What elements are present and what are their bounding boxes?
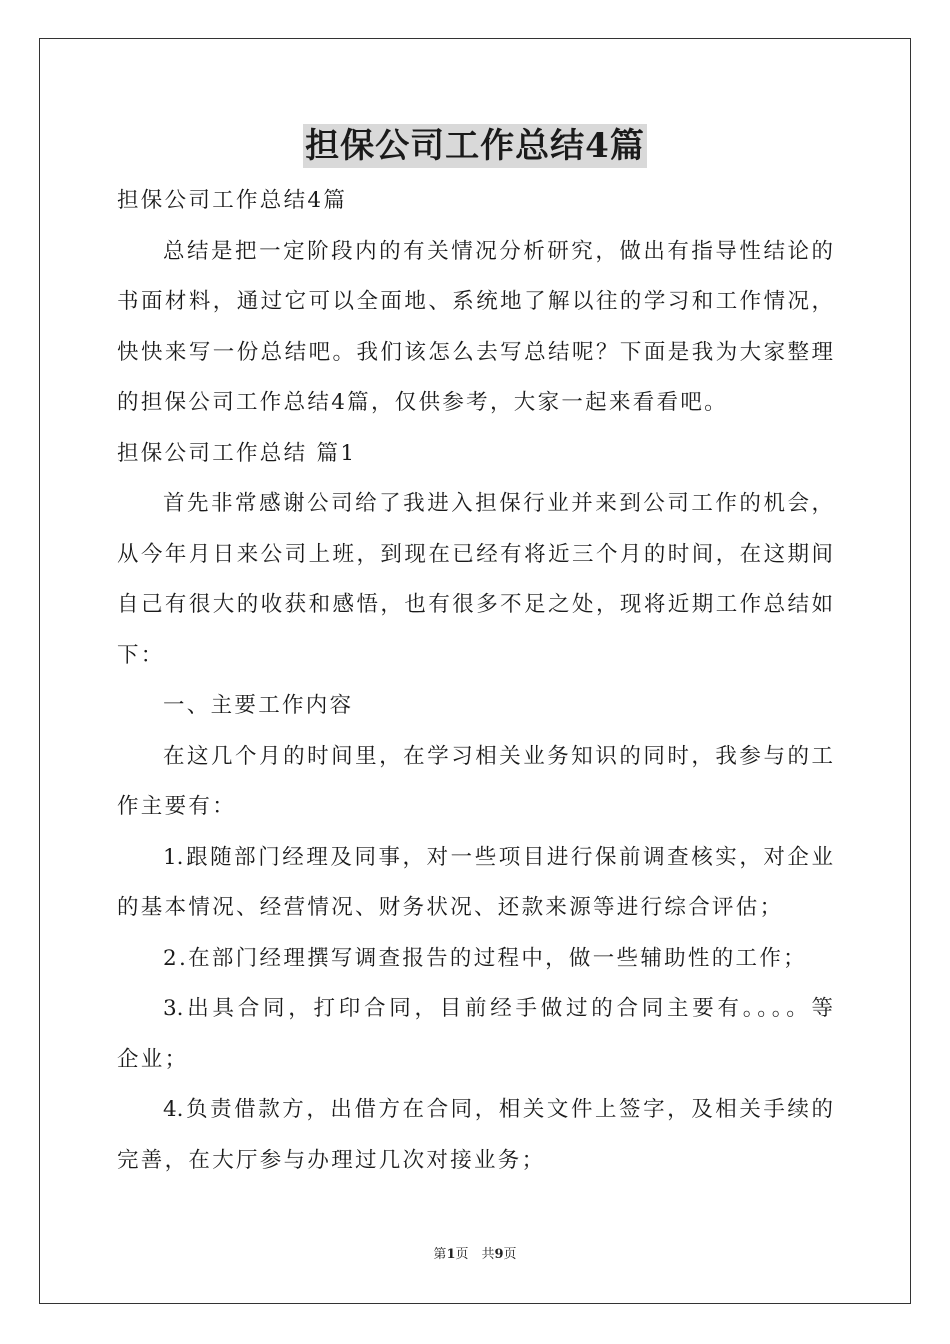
text-line: 作主要有： [117,794,237,819]
text-line: 一、主要工作内容 [163,693,354,718]
text-line: 快快来写一份总结吧。我们该怎么去写总结呢？下面是我为大家整理 [117,339,833,365]
document-body [117,176,833,1186]
text-line: 自己有很大的收获和感悟，也有很多不足之处，现将近期工作总结如 [117,592,833,617]
text-line: 企业； [117,1046,189,1072]
title-container [0,124,950,168]
text-line: 下： [117,642,165,668]
footer-middle: 页 共 [455,1247,495,1262]
text-line: 4.负责借款方，出借方在合同，相关文件上签字，及相关手续的 [163,1097,833,1122]
text-line: 1.跟随部门经理及同事，对一些项目进行保前调查核实，对企业 [163,844,833,870]
footer-prefix: 第 [433,1247,447,1262]
text-line: 的基本情况、经营情况、财务状况、还款来源等进行综合评估； [117,895,784,920]
text-line: 总结是把一定阶段内的有关情况分析研究，做出有指导性结论的 [163,238,833,264]
text-line: 书面材料，通过它可以全面地、系统地了解以往的学习和工作情况， [117,289,833,314]
text-line: 完善，在大厅参与办理过几次对接业务； [117,1147,546,1173]
footer-page-number: 1 [446,1247,456,1262]
page-footer [0,1245,950,1265]
footer-suffix: 页 [503,1247,517,1262]
footer-total-pages: 9 [494,1247,504,1262]
document-title: 担保公司工作总结4篇 [305,126,645,166]
text-line: 从今年月日来公司上班，到现在已经有将近三个月的时间，在这期间 [117,541,833,567]
text-line: 在这几个月的时间里，在学习相关业务知识的同时，我参与的工 [163,743,833,769]
text-line: 担保公司工作总结4篇 [117,188,348,213]
text-line: 2.在部门经理撰写调查报告的过程中，做一些辅助性的工作； [163,945,807,971]
text-line: 3.出具合同，打印合同，目前经手做过的合同主要有。。。。等 [163,996,833,1021]
text-line: 担保公司工作总结 篇1 [117,440,357,466]
text-line: 的担保公司工作总结4篇，仅供参考，大家一起来看看吧。 [117,390,728,415]
text-line: 首先非常感谢公司给了我进入担保行业并来到公司工作的机会， [163,491,833,516]
